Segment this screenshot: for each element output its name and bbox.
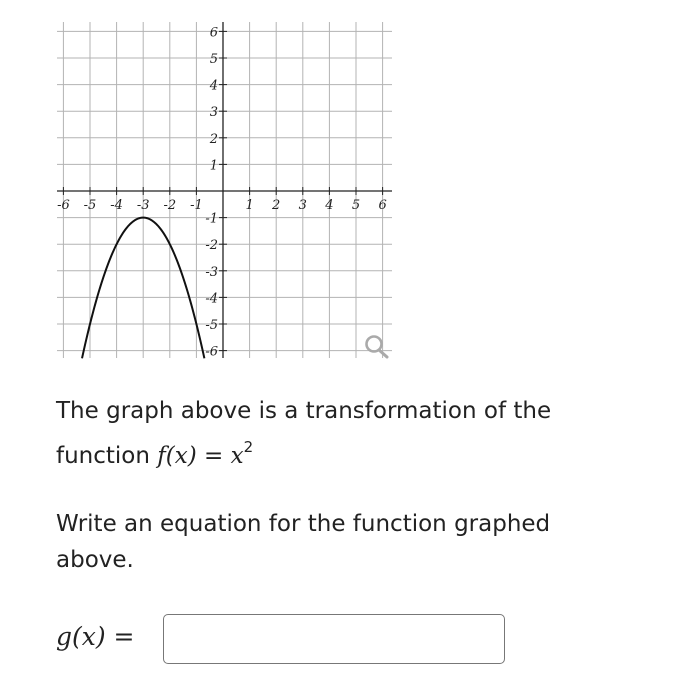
y-tick-label: 5: [209, 52, 218, 67]
x-tick-label: 2: [272, 198, 281, 213]
instruction-text: Write an equation for the function graphed above.: [56, 511, 551, 573]
y-tick-label: 6: [209, 25, 218, 41]
function-f-exponent: 2: [243, 438, 254, 456]
x-tick-label: 1: [245, 198, 254, 213]
y-tick-label: -5: [205, 318, 218, 333]
question-text: [56, 393, 616, 474]
answer-input[interactable]: [163, 614, 505, 664]
x-tick-label: -1: [190, 198, 203, 213]
x-tick-label: -4: [110, 198, 123, 213]
y-tick-label: -4: [205, 291, 218, 307]
answer-label: [56, 622, 135, 651]
y-tick-label: 1: [209, 158, 218, 174]
x-tick-label: -2: [163, 198, 177, 213]
question-function-word: function: [56, 443, 158, 469]
x-tick-label: 3: [298, 198, 307, 213]
function-f-lhs: f(x): [157, 443, 197, 469]
answer-label-fn: g(x): [56, 622, 106, 651]
x-tick-label: 6: [378, 198, 387, 213]
y-tick-label: 4: [209, 78, 218, 94]
y-tick-label: 2: [209, 131, 218, 147]
tick-labels: [57, 25, 387, 359]
x-tick-label: 4: [325, 198, 334, 213]
grid-lines: [57, 22, 392, 358]
x-tick-label: -3: [136, 198, 150, 213]
y-tick-label: 3: [209, 105, 218, 121]
equals-sign: =: [196, 443, 231, 469]
x-tick-label: -6: [57, 198, 70, 213]
answer-label-equals: =: [105, 622, 135, 651]
y-tick-label: -6: [205, 344, 218, 360]
function-f-base: x: [230, 443, 244, 469]
x-tick-label: -5: [83, 198, 97, 213]
y-tick-label: -2: [205, 238, 218, 254]
magnifier-icon[interactable]: [367, 337, 388, 358]
coordinate-graph: [0, 0, 420, 370]
y-tick-label: -3: [205, 264, 218, 280]
question-line-2: [56, 429, 616, 474]
axes: [57, 22, 392, 358]
x-tick-label: 5: [351, 198, 361, 213]
question-line-1: The graph above is a transformation of the: [56, 398, 552, 424]
y-tick-label: -1: [205, 211, 218, 227]
